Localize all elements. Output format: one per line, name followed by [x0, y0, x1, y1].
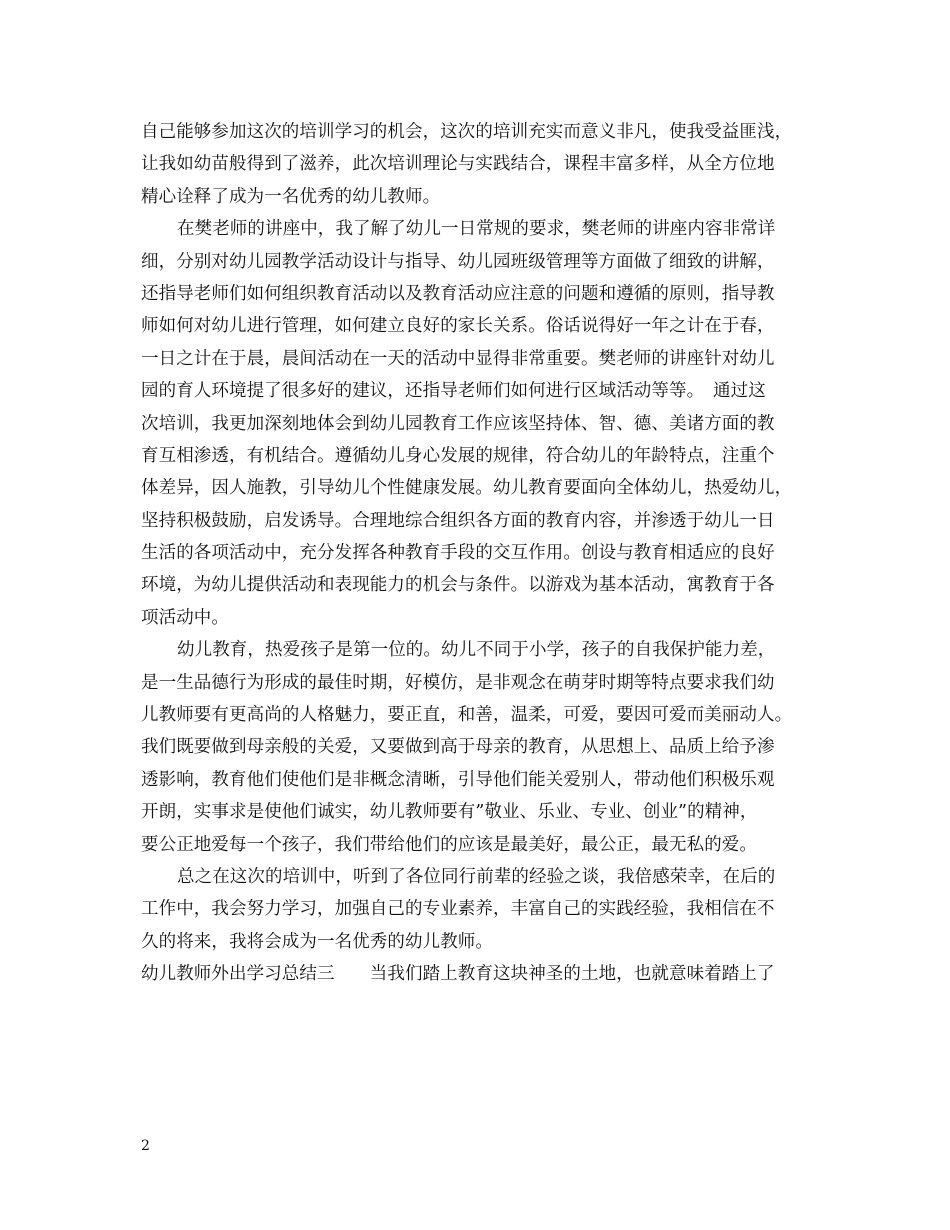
text-line: 工作中，我会努力学习，加强自己的专业素养，丰富自己的实践经验，我相信在不: [141, 899, 775, 920]
text-line: 在樊老师的讲座中，我了解了幼儿一日常规的要求，樊老师的讲座内容非常详: [177, 219, 776, 240]
text-line: 久的将来，我将会成为一名优秀的幼儿教师。: [141, 931, 493, 952]
text-line: 园的育人环境提了很多好的建议，还指导老师们如何进行区域活动等等。 通过这: [141, 381, 766, 402]
text-line: 项活动中。: [141, 607, 229, 628]
text-line: 我们既要做到母亲般的关爱，又要做到高于母亲的教育，从思想上、品质上给予渗: [141, 737, 775, 758]
text-line: 育互相渗透，有机结合。遵循幼儿身心发展的规律，符合幼儿的年龄特点，注重个: [141, 445, 775, 466]
text-line: 让我如幼苗般得到了滋养，此次培训理论与实践结合，课程丰富多样，从全方位地: [141, 154, 775, 175]
text-line: 还指导老师们如何组织教育活动以及教育活动应注意的问题和遵循的原则，指导教: [141, 283, 775, 304]
text-line: 是一生品德行为形成的最佳时期，好模仿，是非观念在萌芽时期等特点要求我们幼: [141, 672, 775, 693]
text-line: 细，分别对幼儿园教学活动设计与指导、幼儿园班级管理等方面做了细致的讲解，: [141, 251, 775, 272]
text-line: 生活的各项活动中，充分发挥各种教育手段的交互作用。创设与教育相适应的良好: [141, 543, 775, 564]
text-line: 师如何对幼儿进行管理，如何建立良好的家长关系。俗话说得好一年之计在于春，: [141, 316, 775, 337]
text-line: 幼儿教师外出学习总结三 当我们踏上教育这块神圣的土地，也就意味着踏上了: [141, 964, 775, 985]
text-line: 环境，为幼儿提供活动和表现能力的机会与条件。以游戏为基本活动，寓教育于各: [141, 575, 775, 596]
text-line: 开朗，实事求是使他们诚实，幼儿教师要有”敬业、乐业、专业、创业”的精神，: [141, 802, 758, 823]
text-line: 要公正地爱每一个孩子，我们带给他们的应该是最美好，最公正，最无私的爱。: [141, 834, 757, 855]
text-line: 次培训，我更加深刻地体会到幼儿园教育工作应该坚持体、智、德、美诸方面的教: [141, 413, 775, 434]
text-line: 儿教师要有更高尚的人格魅力，要正直，和善，温柔，可爱，要因可爱而美丽动人。: [141, 705, 793, 726]
text-line: 透影响，教育他们使他们是非概念清晰，引导他们能关爱别人，带动他们积极乐观: [141, 769, 775, 790]
text-line: 坚持积极鼓励，启发诱导。合理地综合组织各方面的教育内容，并渗透于幼儿一日: [141, 510, 775, 531]
body-text: [141, 116, 831, 991]
text-line: 一日之计在于晨，晨间活动在一天的活动中显得非常重要。樊老师的讲座针对幼儿: [141, 348, 775, 369]
text-line: 幼儿教育，热爱孩子是第一位的。幼儿不同于小学，孩子的自我保护能力差，: [177, 640, 776, 661]
text-line: 精心诠释了成为一名优秀的幼儿教师。: [141, 186, 441, 207]
text-line: 体差异，因人施教，引导幼儿个性健康发展。幼儿教育要面向全体幼儿，热爱幼儿，: [141, 478, 793, 499]
text-line: 总之在这次的培训中，听到了各位同行前辈的经验之谈，我倍感荣幸，在后的: [177, 866, 776, 887]
text-line: 自己能够参加这次的培训学习的机会，这次的培训充实而意义非凡，使我受益匪浅，: [141, 122, 793, 142]
page-number: 2: [141, 1138, 150, 1154]
